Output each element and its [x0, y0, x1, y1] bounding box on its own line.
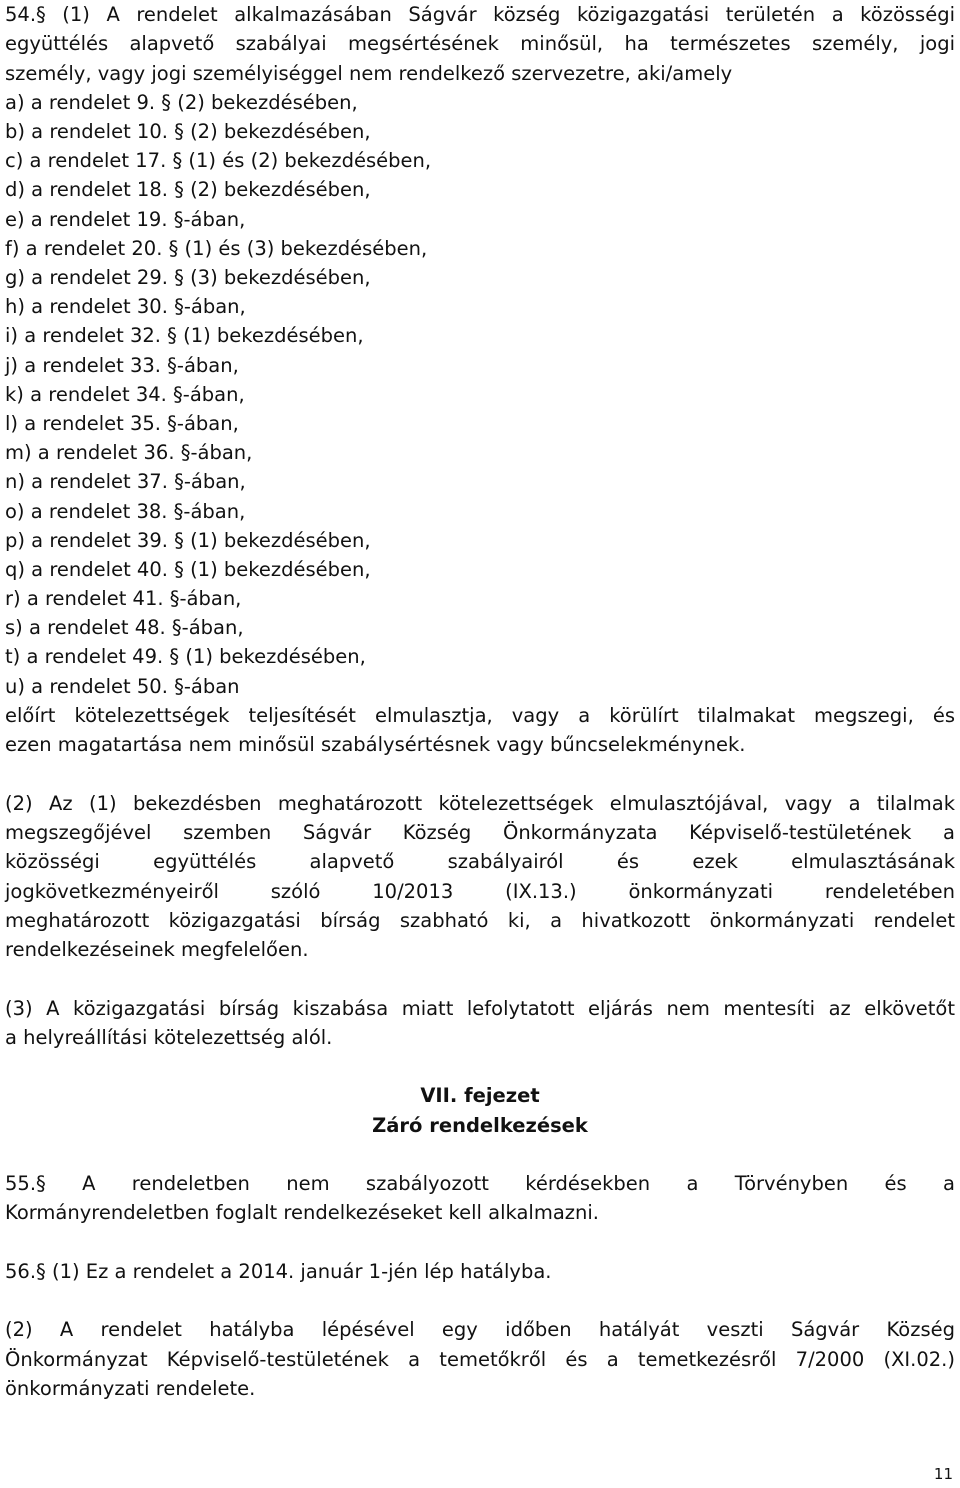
art55-line: 55.§ A rendeletben nem szabályozott kérdésekben a Törvényben és a [5, 1172, 955, 1196]
list-item: e) a rendelet 19. §-ában, [5, 207, 246, 231]
list-item: u) a rendelet 50. §-ában [5, 674, 240, 698]
list-item: k) a rendelet 34. §-ában, [5, 382, 245, 406]
art54-para2-line: jogkövetkezményeiről szóló 10/2013 (IX.13.) önkormányzati rendeletében [5, 879, 955, 903]
list-item: b) a rendelet 10. § (2) bekezdésében, [5, 120, 371, 144]
document-page [5, 0, 955, 1403]
list-item: p) a rendelet 39. § (1) bekezdésében, [5, 528, 371, 552]
list-item: n) a rendelet 37. §-ában, [5, 470, 246, 494]
art54-para3-line: (3) A közigazgatási bírság kiszabása miatt lefolytatott eljárás nem mentesíti az elkövetőt [5, 996, 955, 1020]
list-item: j) a rendelet 33. §-ában, [5, 353, 239, 377]
art56-paragraph-1: 56.§ (1) Ez a rendelet a 2014. január 1-jén lép hatályba. [5, 1259, 552, 1283]
list-item: g) a rendelet 29. § (3) bekezdésében, [5, 266, 371, 290]
art54-intro-line: személy, vagy jogi személyiséggel nem rendelkező szervezetre, aki/amely [5, 61, 733, 85]
spacer [5, 1228, 955, 1257]
art54-closing-line: előírt kötelezettségek teljesítését elmulasztja, vagy a körülírt tilalmakat megszegi, és [5, 703, 955, 727]
art54-intro [5, 0, 955, 88]
art54-para2-line: (2) Az (1) bekezdésben meghatározott kötelezettségek elmulasztójával, vagy a tilalmak [5, 791, 955, 815]
art54-intro-line: 54.§ (1) A rendelet alkalmazásában Ságvár község közigazgatási területén a közösségi [5, 3, 955, 26]
list-item: s) a rendelet 48. §-ában, [5, 616, 244, 640]
art54-paragraph-2 [5, 789, 955, 965]
spacer [5, 759, 955, 788]
art54-para2-line: meghatározott közigazgatási bírság szabható ki, a hivatkozott önkormányzati rendelet [5, 908, 955, 932]
art56-paragraph-2 [5, 1315, 955, 1403]
list-item: c) a rendelet 17. § (1) és (2) bekezdésében, [5, 149, 432, 173]
list-item: l) a rendelet 35. §-ában, [5, 411, 239, 435]
art54-para2-line: megszegőjével szemben Ságvár Község Önkormányzata Képviselő-testületének a [5, 820, 955, 844]
spacer [5, 1140, 955, 1169]
art55-line: Kormányrendeletben foglalt rendelkezéseket kell alkalmazni. [5, 1201, 600, 1225]
art54-intro-line: együttélés alapvető szabályai megsértésének minősül, ha természetes személy, jogi [5, 32, 955, 56]
list-item: o) a rendelet 38. §-ában, [5, 499, 246, 523]
art54-paragraph-3 [5, 994, 955, 1053]
art54-para2-line: rendelkezéseinek megfelelően. [5, 938, 309, 962]
art54-para2-line: közösségi együttélés alapvető szabályairól és ezek elmulasztásának [5, 850, 955, 874]
art56-para2-line: Önkormányzat Képviselő-testületének a temetőkről és a temetkezésről 7/2000 (XI.02.) [5, 1347, 955, 1371]
chapter-title: Záró rendelkezések [372, 1113, 588, 1137]
art56-para2-line: önkormányzati rendelete. [5, 1377, 256, 1400]
spacer [5, 964, 955, 993]
list-item: m) a rendelet 36. §-ában, [5, 441, 253, 465]
list-item: i) a rendelet 32. § (1) bekezdésében, [5, 324, 364, 348]
chapter-number: VII. fejezet [420, 1084, 540, 1108]
spacer [5, 1052, 955, 1081]
spacer [5, 1286, 955, 1315]
art54-closing-line: ezen magatartása nem minősül szabálysértésnek vagy bűncselekménynek. [5, 733, 746, 757]
art54-closing [5, 701, 955, 760]
list-item: a) a rendelet 9. § (2) bekezdésében, [5, 90, 358, 114]
art56-para2-line: (2) A rendelet hatályba lépésével egy időben hatályát veszti Ságvár Község [5, 1318, 955, 1342]
list-item: r) a rendelet 41. §-ában, [5, 587, 242, 611]
list-item: f) a rendelet 20. § (1) és (3) bekezdésében, [5, 236, 428, 260]
list-item: q) a rendelet 40. § (1) bekezdésében, [5, 557, 371, 581]
chapter-heading [5, 1081, 955, 1140]
list-item: t) a rendelet 49. § (1) bekezdésében, [5, 645, 366, 669]
art54-list [5, 88, 955, 701]
list-item: d) a rendelet 18. § (2) bekezdésében, [5, 178, 371, 202]
list-item: h) a rendelet 30. §-ában, [5, 295, 246, 319]
page-number: 11 [933, 1465, 953, 1483]
art54-para3-line: a helyreállítási kötelezettség alól. [5, 1025, 333, 1049]
art55 [5, 1169, 955, 1228]
